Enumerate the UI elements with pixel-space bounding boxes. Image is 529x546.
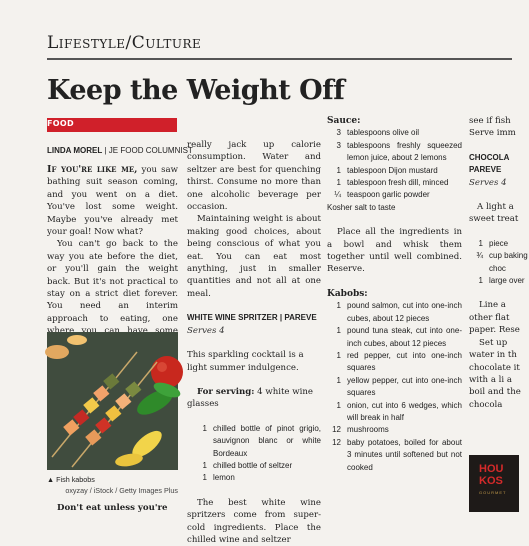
food-tag-label: FOOD (47, 119, 74, 128)
photo-credit: oxyzay / iStock / Getty Images Plus (65, 486, 178, 495)
ingredient-row: 12 mushrooms (332, 425, 389, 435)
serving-label: For serving: (197, 386, 255, 397)
byline-author: LINDA MOREL (47, 146, 103, 155)
recipe-serves: Serves 4 (469, 177, 507, 188)
ingredient-row: 1 large over (478, 276, 525, 286)
paragraph: Serve imm (469, 128, 516, 139)
headline: Keep the Weight Off (47, 75, 345, 106)
paragraph-text: you saw bathing suit season coming, and you went on a diet. You've lost some weight. Maybe you've already met your goal! Now what? (47, 165, 179, 238)
paragraph: Line a other flat paper. Rese (469, 300, 520, 336)
ingredient-row: 1 tablespoon fresh dill, minced (336, 178, 449, 188)
ingredient-row: ¾ cup baking choc (476, 251, 528, 273)
ingredient-row: 1 yellow pepper, cut into one-inch squares (336, 375, 462, 398)
ingredient-row: 1 chilled bottle of seltzer (202, 460, 293, 470)
ingredient-row: 3 tablespoons olive oil (336, 128, 420, 138)
column-3 (327, 115, 462, 474)
ingredient-row: 1 pound tuna steak, cut into one-inch cubes, about 12 pieces (336, 326, 462, 348)
byline-role: | JE FOOD COLUMNIST (104, 146, 193, 155)
ingredient-row: ¼ teaspoon garlic powder (334, 190, 430, 200)
fish-kabobs-photo (47, 332, 178, 470)
ad-wordmark: HOU KOS (479, 463, 504, 487)
paragraph: You can't go back to the way you ate before the diet, or you'll gain the weight back. But it's not practical to stay on a strict diet forever. You need an interim approach to eating, one (47, 239, 178, 324)
triangle-icon: ▲ (47, 475, 55, 484)
column-1-continued (47, 502, 178, 514)
column-2 (187, 139, 321, 546)
ingredient-row: 12 baby potatoes, boiled for about 3 minutes until softened but not cooked (332, 437, 462, 472)
ingredient-row: 1 pound salmon, cut into one-inch cubes, about 12 pieces (336, 301, 462, 323)
paragraph: Set up water in th chocolate it with a li a boil and the chocola (469, 337, 521, 410)
byline (47, 146, 193, 155)
fish-kabobs-illustration (47, 332, 178, 470)
ingredient-row: 1 red pepper, cut into one-inch squares (336, 350, 462, 373)
kabobs-heading: Kabobs: (327, 288, 368, 299)
sauce-instructions: Place all the ingredients in a bowl and whisk them together until well combined. Reserve. (327, 227, 462, 275)
recipe-description: This sparkling cocktail is a light summer indulgence. (187, 350, 304, 373)
paragraph: The best white wine spritzers come from super-cold ingredients. Place the chilled wine and seltzer (187, 497, 321, 545)
spritzer-ingredients (187, 423, 321, 485)
recipe-serves: Serves 4 (187, 325, 225, 336)
ingredient-row: 1 piece (478, 238, 509, 248)
kabob-ingredients (327, 300, 462, 474)
ingredient-row: 1 tablespoon Dijon mustard (336, 165, 438, 175)
photo-caption (47, 474, 178, 496)
section-rule (47, 58, 512, 60)
paragraph: really jack up calorie consumption. Water and seltzer are best for quenching thirst. Consume no more than one alcoholic beverage per occasion. (187, 140, 321, 213)
chocolate-ingredients (469, 238, 529, 288)
serving-line (187, 386, 321, 411)
house-of-kosher-ad (469, 455, 519, 512)
ingredient-row: Kosher salt to taste (327, 202, 396, 212)
ingredient-row: 1 lemon (202, 473, 235, 483)
ad-subtitle: GOURMET (479, 490, 507, 495)
column-1 (47, 164, 178, 350)
paragraph: Don't eat unless you're (57, 503, 168, 513)
paragraph (47, 164, 178, 238)
sauce-heading: Sauce: (327, 116, 361, 126)
section-header: Lifestyle/Culture (47, 33, 202, 53)
sauce-ingredients (327, 127, 462, 214)
recipe-title: WHITE WINE SPRITZER | PAREVE (187, 313, 317, 323)
food-tag (47, 118, 177, 132)
paragraph: Maintaining weight is about making good choices, about being conscious of what you eat. You can eat most anything, just in smaller quantities and not all at one meal. (187, 214, 321, 299)
lead-in: If you're like me, (47, 164, 138, 175)
column-4 (469, 115, 529, 411)
paragraph: A light a sweet treat (469, 202, 519, 225)
paragraph: see if fish (469, 116, 511, 126)
recipe-title: CHOCOLA (469, 152, 510, 162)
serving-text: 4 white wine glasses (187, 386, 313, 410)
caption-text: Fish kabobs (56, 475, 95, 484)
recipe-title-pareve: PAREVE (469, 165, 502, 175)
ingredient-row: 1 onion, cut into 6 wedges, which will break in half (336, 400, 462, 422)
ingredient-row: 1 chilled bottle of pinot grigio, sauvignon blanc or white Bordeaux (202, 423, 321, 458)
ingredient-row: 3 tablespoons freshly squeezed lemon juice, about 2 lemons (336, 140, 462, 163)
